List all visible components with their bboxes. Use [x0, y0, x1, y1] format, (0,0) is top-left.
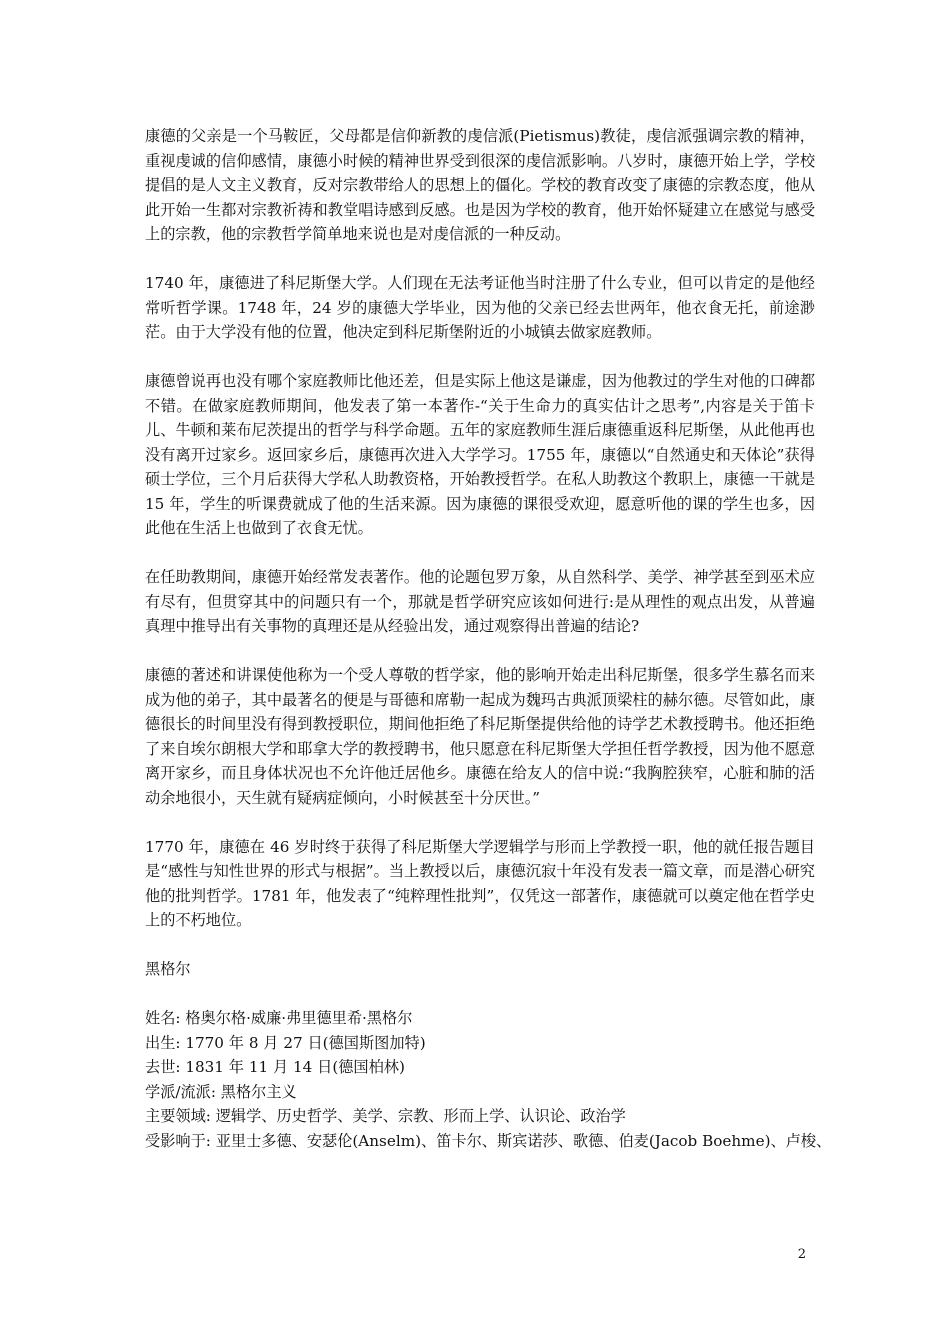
paragraph-kant-university: 1740 年，康德进了科尼斯堡大学。人们现在无法考证他当时注册了什么专业，但可以肯定的是他经常听哲学课。1748 年，24 岁的康德大学毕业，因为他的父亲已经去世两年，他衣食无托，前途渺茫。由于大学没有他的位置，他决定到科尼斯堡附近的小城镇去做家庭教师。	[145, 274, 815, 341]
document-body	[145, 124, 832, 1153]
paragraph-kant-reputation: 康德的著述和讲课使他称为一个受人尊敬的哲学家，他的影响开始走出科尼斯堡，很多学生慕名而来成为他的弟子，其中最著名的便是与哥德和席勒一起成为魏玛古典派顶梁柱的赫尔德。尽管如此，康德很长的时间里没有得到教授职位，期间他拒绝了科尼斯堡提供给他的诗学艺术教授聘书。他还拒绝了来自埃尔朗根大学和耶拿大学的教授聘书，他只愿意在科尼斯堡大学担任哲学教授，因为他不愿意离开家乡，而且身体状况也不允许他迁居他乡。康德在给友人的信中说:“我胸腔狭窄，心脏和肺的活动余地很小，天生就有疑病症倾向，小时候甚至十分厌世。”	[145, 666, 815, 807]
info-line-died: 去世: 1831 年 11 月 14 日(德国柏林)	[145, 1058, 405, 1076]
paragraph-kant-childhood: 康德的父亲是一个马鞍匠，父母都是信仰新教的虔信派(Pietismus)教徒，虔信派强调宗教的精神，重视虔诚的信仰感情，康德小时候的精神世界受到很深的虔信派影响。八岁时，康德开始上学，学校提倡的是人文主义教育，反对宗教带给人的思想上的僵化。学校的教育改变了康德的宗教态度，他从此开始一生都对宗教祈祷和教堂唱诗感到反感。也是因为学校的教育，他开始怀疑建立在感觉与感受上的宗教，他的宗教哲学简单地来说也是对虔信派的一种反动。	[145, 127, 815, 243]
info-line-school: 学派/流派: 黑格尔主义	[145, 1082, 297, 1101]
info-line-main-fields: 主要领域: 逻辑学、历史哲学、美学、宗教、形而上学、认识论、政治学	[145, 1107, 626, 1125]
hegel-info-list	[145, 1006, 832, 1153]
page-number: 2	[797, 1247, 806, 1262]
section-heading-hegel: 黑格尔	[145, 960, 191, 978]
info-line-influenced-by: 受影响于: 亚里士多德、安瑟伦(Anselm)、笛卡尔、斯宾诺莎、歌德、伯麦(Jacob Boehme)、卢梭、	[145, 1131, 832, 1150]
paragraph-kant-professorship: 1770 年，康德在 46 岁时终于获得了科尼斯堡大学逻辑学与形而上学教授一职，他的就任报告题目是“感性与知性世界的形式与根据”。当上教授以后，康德沉寂十年没有发表一篇文章，而是潜心研究他的批判哲学。1781 年，他发表了“纯粹理性批判”，仅凭这一部著作，康德就可以奠定他在哲学史上的不朽地位。	[145, 837, 815, 929]
info-line-name: 姓名: 格奥尔格·威廉·弗里德里希·黑格尔	[145, 1009, 413, 1027]
paragraph-kant-tutor: 康德曾说再也没有哪个家庭教师比他还差，但是实际上他这是谦虚，因为他教过的学生对他的口碑都不错。在做家庭教师期间，他发表了第一本著作-“关于生命力的真实估计之思考”,内容是关于笛卡儿、牛顿和莱布尼茨提出的哲学与科学命题。五年的家庭教师生涯后康德重返科尼斯堡，从此他再也没有离开过家乡。返回家乡后，康德再次进入大学学习。1755 年，康德以“自然通史和天体论”获得硕士学位，三个月后获得大学私人助教资格，开始教授哲学。在私人助教这个教职上，康德一干就是 15 年，学生的听课费就成了他的生活来源。因为康德的课很受欢迎，愿意听他的课的学生也多，因此他在生活上也做到了衣食无忧。	[145, 372, 815, 537]
paragraph-kant-publications: 在任助教期间，康德开始经常发表著作。他的论题包罗万象，从自然科学、美学、神学甚至到巫术应有尽有，但贯穿其中的问题只有一个，那就是哲学研究应该如何进行:是从理性的观点出发，从普遍真理中推导出有关事物的真理还是从经验出发，通过观察得出普遍的结论?	[145, 568, 815, 635]
info-line-born: 出生: 1770 年 8 月 27 日(德国斯图加特)	[145, 1033, 426, 1052]
